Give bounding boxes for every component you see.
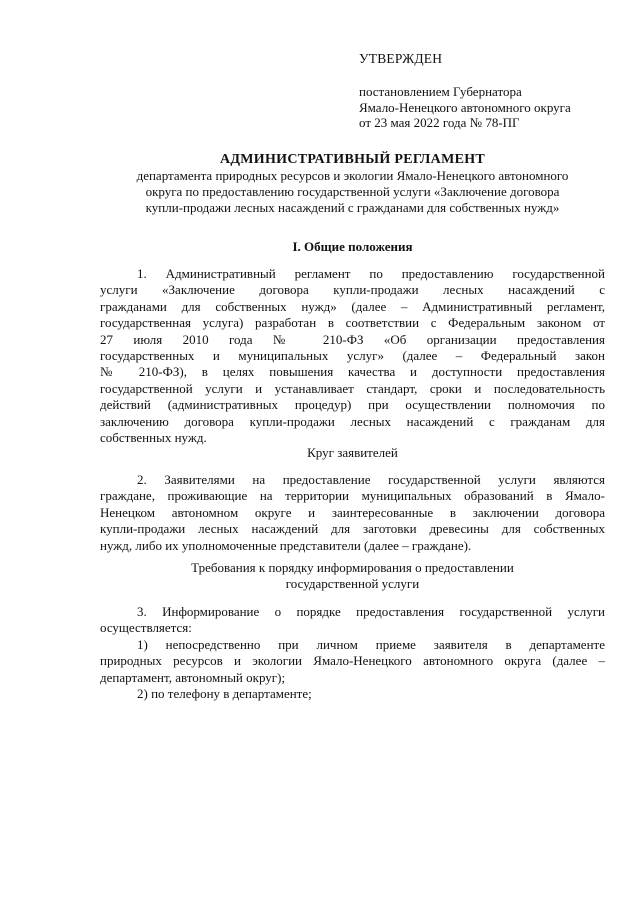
paragraph-2 — [100, 472, 605, 554]
text-line: нужд, либо их уполномоченные представители (далее – граждане). — [100, 537, 472, 553]
text-line: № 210-ФЗ), в целях повышения качества и доступности предоставления — [100, 364, 605, 380]
section-heading-informing-line: Требования к порядку информирования о предоставлении — [191, 560, 514, 575]
text-line: граждане, проживающие на территории муниципальных образований в Ямало- — [100, 488, 605, 504]
section-heading-applicants: Круг заявителей — [307, 445, 398, 460]
text-line: государственная услуга) разработан в соответствии с Федеральным законом от — [100, 315, 605, 331]
paragraph-1 — [100, 266, 605, 446]
text-line: государственных и муниципальных услуг» (далее – Федеральный закон — [100, 348, 605, 364]
text-line: осуществляется: — [100, 620, 192, 636]
text-line: гражданами для собственных нужд» (далее – Административный регламент, — [100, 298, 605, 314]
text-line: заключению договора купли-продажи лесных насаждений с гражданам для — [100, 413, 605, 429]
text-line: собственных нужд. — [100, 430, 207, 446]
document-subtitle-line: департамента природных ресурсов и экологии Ямало-Ненецкого автономного — [136, 168, 569, 183]
section-heading-general: I. Общие положения — [292, 239, 413, 254]
approval-line: постановлением Губернатора — [359, 84, 522, 99]
text-line: 2) по телефону в департаменте; — [137, 686, 312, 701]
text-line: Ненецком автономном округе и заинтересованные в заключении договора — [100, 504, 605, 520]
text-line: 1) непосредственно при личном приеме заявителя в департаменте — [137, 637, 605, 652]
text-line: действий (административных процедур) при осуществлении полномочия по — [100, 397, 605, 413]
paragraph-3-item-2 — [100, 686, 605, 702]
text-line: 2. Заявителями на предоставление государственной услуги являются — [137, 472, 605, 487]
document-heading — [95, 152, 610, 216]
paragraph-3-item-1 — [100, 637, 605, 686]
text-line: услуги «Заключение договора купли-продажи лесных насаждений с — [100, 282, 605, 298]
approval-line: Ямало-Ненецкого автономного округа — [359, 99, 571, 115]
text-line: купли-продажи лесных насаждений для заготовки древесины для собственных — [100, 521, 605, 537]
text-line: природных ресурсов и экологии Ямало-Ненецкого автономного округа (далее – — [100, 653, 605, 669]
approval-line: от 23 мая 2022 года № 78-ПГ — [359, 115, 520, 130]
text-line: 27 июля 2010 года № 210-ФЗ «Об организации предоставления — [100, 331, 605, 347]
section-heading-informing-line: государственной услуги — [285, 576, 420, 591]
document-subtitle-line: купли-продажи лесных насаждений с гражданами для собственных нужд» — [145, 200, 560, 215]
text-line: департамент, автономный округ); — [100, 669, 286, 685]
approval-block — [359, 50, 609, 131]
text-line: 3. Информирование о порядке предоставления государственной услуги — [137, 604, 605, 619]
document-title: АДМИНИСТРАТИВНЫЙ РЕГЛАМЕНТ — [219, 152, 486, 167]
text-line: государственной услуги и устанавливает стандарт, сроки и последовательность — [100, 380, 605, 396]
paragraph-3 — [100, 604, 605, 637]
document-subtitle-line: округа по предоставлению государственной услуги «Заключение договора — [145, 184, 560, 199]
text-line: 1. Административный регламент по предоставлению государственной — [137, 266, 605, 281]
approval-title: УТВЕРЖДЕН — [359, 51, 443, 66]
